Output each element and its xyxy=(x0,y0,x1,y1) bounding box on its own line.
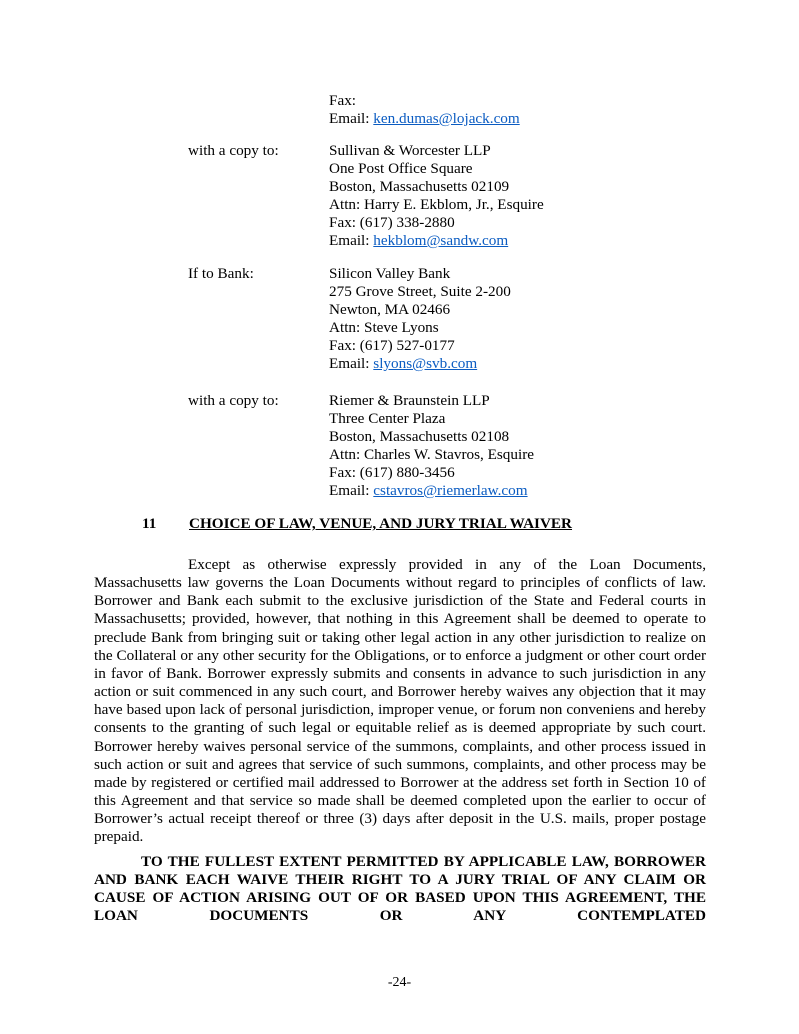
jury-waiver-paragraph: TO THE FULLEST EXTENT PERMITTED BY APPLICABLE LAW, BORROWER AND BANK EACH WAIVE THEIR RIGHT TO A JURY TRIAL OF ANY CLAIM OR CAUSE OF ACTION ARISING OUT OF OR BASED UPON THIS AGREEMENT, THE LOAN DOCUMENTS OR ANY CONTEMPLATED xyxy=(94,853,706,925)
notice-label: If to Bank: xyxy=(188,265,254,282)
section-title: CHOICE OF LAW, VENUE, AND JURY TRIAL WAIVER xyxy=(189,515,573,532)
section-number: 11 xyxy=(142,515,157,532)
email-prefix: Email: xyxy=(329,355,374,372)
governing-law-paragraph: Except as otherwise expressly provided in any of the Loan Documents, Massachusetts law governs the Loan Documents without regard to principles of conflicts of law. Borrower and Bank each submit to the exclusive jurisdiction of the State and Federal courts in Massachusetts; provided, however, that nothing in this Agreement shall be deemed to operate to preclude Bank from bringing suit or taking other legal action in any other jurisdiction to realize on the Collateral or any other security for the Obligations, or to enforce a judgment or other court order in favor of Bank. Borrower expressly submits and consents in advance to such jurisdiction in any action or suit commenced in any such court, and Borrower hereby waives any objection that it may have based upon lack of personal jurisdiction, improper venue, or forum non conveniens and hereby consents to the granting of such legal or equitable relief as is deemed appropriate by such court. Borrower hereby waives personal service of the summons, complaints, and other process issued in such action or suit and agrees that service of such summons, complaints, and other process may be made by registered or certified mail addressed to Borrower at the address set forth in Section 10 of this Agreement and that service so made shall be deemed completed upon the earlier to occur of Borrower’s actual receipt thereof or three (3) days after deposit in the U.S. mails, proper postage prepaid. xyxy=(94,556,706,846)
email-line xyxy=(329,482,749,500)
fax-line: Fax: (617) 880-3456 xyxy=(329,464,455,481)
notice-address-lines xyxy=(329,392,749,500)
address-line: Attn: Steve Lyons xyxy=(329,319,439,336)
email-link[interactable]: ken.dumas@lojack.com xyxy=(373,110,520,127)
address-line: Three Center Plaza xyxy=(329,410,446,427)
notice-address-lines xyxy=(329,142,749,250)
address-line: 275 Grove Street, Suite 2-200 xyxy=(329,283,511,300)
email-line xyxy=(329,110,749,128)
address-line: Boston, Massachusetts 02109 xyxy=(329,178,510,195)
notice-address-lines xyxy=(329,92,749,128)
notice-label: with a copy to: xyxy=(188,142,279,159)
email-line xyxy=(329,232,749,250)
fax-line: Fax: (617) 338-2880 xyxy=(329,214,455,231)
email-prefix: Email: xyxy=(329,232,374,249)
page-number: -24- xyxy=(387,975,412,990)
address-line: One Post Office Square xyxy=(329,160,473,177)
email-prefix: Email: xyxy=(329,110,374,127)
email-link[interactable]: hekblom@sandw.com xyxy=(373,232,509,249)
address-line: Sullivan & Worcester LLP xyxy=(329,142,491,159)
address-line: Attn: Charles W. Stavros, Esquire xyxy=(329,446,535,463)
address-line: Riemer & Braunstein LLP xyxy=(329,392,490,409)
email-prefix: Email: xyxy=(329,482,374,499)
notice-address-lines xyxy=(329,265,749,373)
email-link[interactable]: cstavros@riemerlaw.com xyxy=(373,482,528,499)
address-line: Boston, Massachusetts 02108 xyxy=(329,428,510,445)
address-line: Attn: Harry E. Ekblom, Jr., Esquire xyxy=(329,196,544,213)
email-line xyxy=(329,355,749,373)
fax-line: Fax: xyxy=(329,92,357,109)
address-line: Silicon Valley Bank xyxy=(329,265,451,282)
notice-label: with a copy to: xyxy=(188,392,279,409)
fax-line: Fax: (617) 527-0177 xyxy=(329,337,455,354)
email-link[interactable]: slyons@svb.com xyxy=(373,355,478,372)
address-line: Newton, MA 02466 xyxy=(329,301,451,318)
